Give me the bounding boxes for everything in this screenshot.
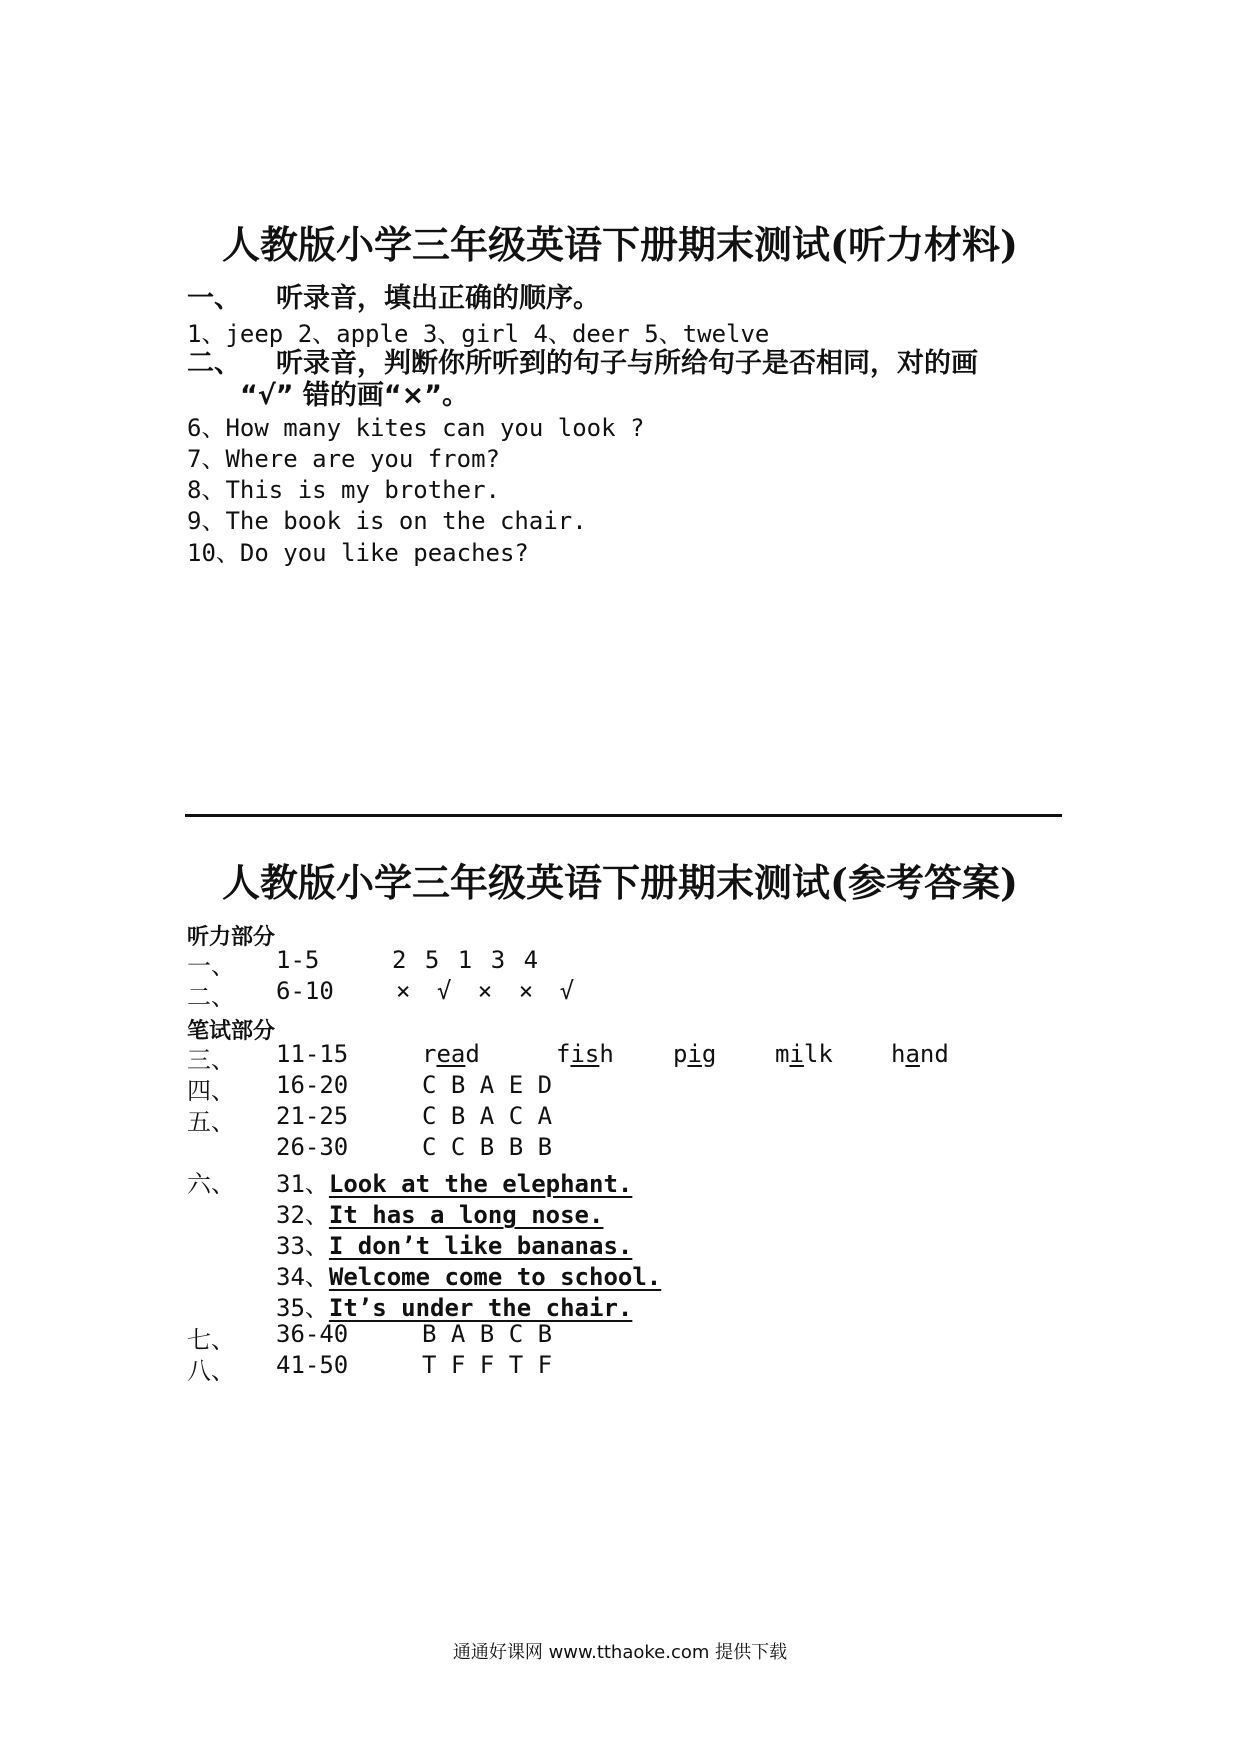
row3-word-pig: pig xyxy=(673,1040,717,1068)
row3-range: 11-15 xyxy=(276,1040,349,1068)
row7-marker: 七、 xyxy=(187,1326,235,1354)
row5b-answer: C C B B B xyxy=(422,1133,553,1161)
row3-marker: 三、 xyxy=(187,1046,235,1074)
section2-instruction-line1: 听录音，判断你所听到的句子与所给句子是否相同，对的画 xyxy=(276,348,978,379)
answers-title: 人教版小学三年级英语下册期末测试(参考答案) xyxy=(222,860,1018,905)
section1-marker: 一、 xyxy=(187,283,241,314)
sentence-10: 10、Do you like peaches? xyxy=(187,539,529,567)
row1-marker: 一、 xyxy=(187,952,235,980)
row7-range: 36-40 xyxy=(276,1320,349,1348)
row6-item-31: 31、Look at the elephant. xyxy=(276,1170,633,1198)
section1-instruction: 听录音，填出正确的顺序。 xyxy=(276,283,600,314)
row5-range: 21-25 xyxy=(276,1102,349,1130)
row3-word-milk: milk xyxy=(775,1040,833,1068)
row3-word-hand: hand xyxy=(891,1040,949,1068)
row4-answer: C B A E D xyxy=(422,1071,553,1099)
row7-answer: B A B C B xyxy=(422,1320,553,1348)
row1-answer: 2 5 1 3 4 xyxy=(392,946,541,974)
section2-instruction-line2: “√” 错的画“×”。 xyxy=(240,380,470,411)
row5-answer: C B A C A xyxy=(422,1102,553,1130)
sentence-9: 9、The book is on the chair. xyxy=(187,507,587,535)
row6-item-33: 33、I don’t like bananas. xyxy=(276,1232,633,1260)
sentence-6: 6、How many kites can you look ? xyxy=(187,414,645,442)
row4-marker: 四、 xyxy=(187,1077,235,1105)
section2-marker: 二、 xyxy=(187,348,241,379)
row6-item-35: 35、It’s under the chair. xyxy=(276,1294,633,1322)
listening-title: 人教版小学三年级英语下册期末测试(听力材料) xyxy=(222,222,1018,267)
row2-answer: × √ × × √ xyxy=(396,977,581,1005)
row6-marker: 六、 xyxy=(187,1170,235,1198)
page-footer: 通通好课网 www.tthaoke.com 提供下载 xyxy=(452,1642,788,1663)
listening-part-label: 听力部分 xyxy=(187,925,276,950)
section-divider xyxy=(185,814,1062,817)
row8-marker: 八、 xyxy=(187,1357,235,1385)
row8-answer: T F F T F xyxy=(422,1351,553,1379)
section1-items: 1、jeep 2、apple 3、girl 4、deer 5、twelve xyxy=(187,320,770,348)
row2-range: 6-10 xyxy=(276,977,334,1005)
row5b-range: 26-30 xyxy=(276,1133,349,1161)
row1-range: 1-5 xyxy=(276,946,320,974)
sentence-8: 8、This is my brother. xyxy=(187,476,500,504)
row3-word-fish: fish xyxy=(556,1040,614,1068)
row2-marker: 二、 xyxy=(187,983,235,1011)
row5-marker: 五、 xyxy=(187,1108,235,1136)
row6-item-34: 34、Welcome come to school. xyxy=(276,1263,662,1291)
row8-range: 41-50 xyxy=(276,1351,349,1379)
row4-range: 16-20 xyxy=(276,1071,349,1099)
sentence-7: 7、Where are you from? xyxy=(187,445,500,473)
row3-word-read: read xyxy=(422,1040,480,1068)
writing-part-label: 笔试部分 xyxy=(187,1019,276,1044)
row6-item-32: 32、It has a long nose. xyxy=(276,1201,604,1229)
